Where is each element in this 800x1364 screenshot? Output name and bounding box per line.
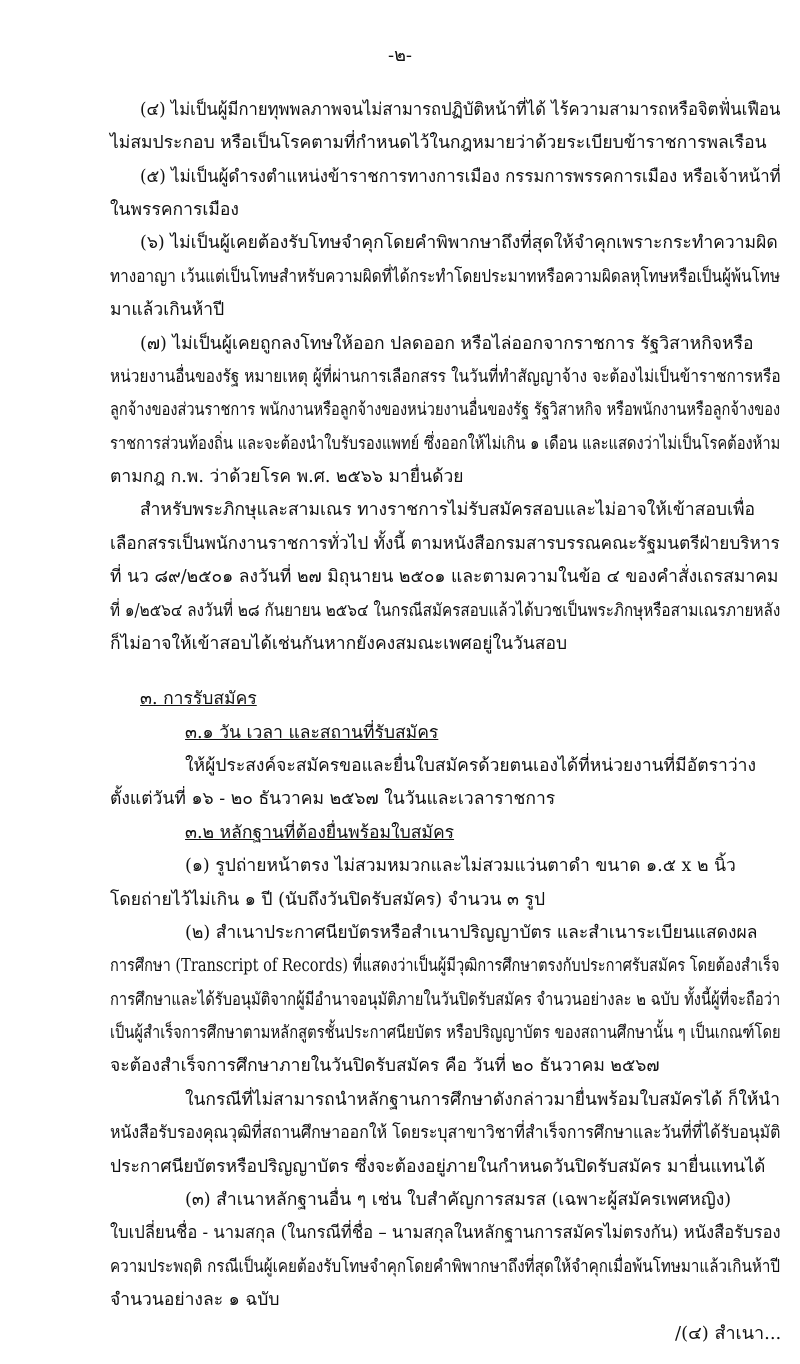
paragraph-line: หนังสือรับรองคุณวุฒิที่สถานศึกษาออกให้ โดยระบุสาขาวิชาที่สำเร็จการศึกษาและวันที่ที่ได้รับอนุมัติ [110,1123,781,1143]
paragraph-line: ลูกจ้างของส่วนราชการ พนักงานหรือลูกจ้างของหน่วยงานอื่นของรัฐ รัฐวิสาหกิจ หรือพนักงานหรือลูกจ้างของ [110,400,781,420]
paragraph-line: ราชการส่วนท้องถิ่น และจะต้องนำใบรับรองแพทย์ ซึ่งออกให้ไม่เกิน ๑ เดือน และแสดงว่าไม่เป็นโรคต้องห้าม [110,434,781,454]
paragraph-line: (๕) ไม่เป็นผู้ดำรงตำแหน่งข้าราชการทางการเมือง กรรมการพรรคการเมือง หรือเจ้าหน้าที่ [140,167,781,187]
paragraph-line: ทางอาญา เว้นแต่เป็นโทษสำหรับความผิดที่ได้กระทำโดยประมาทหรือความผิดลหุโทษหรือเป็นผู้พ้นโทษ [110,267,781,287]
paragraph-line: (๗) ไม่เป็นผู้เคยถูกลงโทษให้ออก ปลดออก หรือไล่ออกจากราชการ รัฐวิสาหกิจหรือ [140,334,754,354]
paragraph-line: ตั้งแต่วันที่ ๑๖ - ๒๐ ธันวาคม ๒๕๖๗ ในวันและเวลาราชการ [110,789,556,809]
paragraph-line: (๒) สำเนาประกาศนียบัตรหรือสำเนาปริญญาบัตร และสำเนาระเบียนแสดงผล [185,923,758,943]
paragraph-line: (๑) รูปถ่ายหน้าตรง ไม่สวมหมวกและไม่สวมแว่นตาดำ ขนาด ๑.๕ x ๒ นิ้ว [185,856,736,876]
paragraph-line: ในพรรคการเมือง [110,200,239,220]
paragraph-line: ประกาศนียบัตรหรือปริญญาบัตร ซึ่งจะต้องอยู่ภายในกำหนดวันปิดรับสมัคร มายื่นแทนได้ [110,1157,766,1177]
page-number: -๒- [387,45,413,66]
continuation-footer: /(๔) สำเนา... [675,1323,782,1344]
paragraph-line: จะต้องสำเร็จการศึกษาภายในวันปิดรับสมัคร คือ วันที่ ๒๐ ธันวาคม ๒๕๖๗ [110,1056,660,1076]
paragraph-line: (๓) สำเนาหลักฐานอื่น ๆ เช่น ใบสำคัญการสมรส (เฉพาะผู้สมัครเพศหญิง) [185,1190,732,1210]
paragraph-line: ไม่สมประกอบ หรือเป็นโรคตามที่กำหนดไว้ในกฎหมายว่าด้วยระเบียบข้าราชการพลเรือน [110,133,767,153]
subsection-heading: ๓.๑ วัน เวลา และสถานที่รับสมัคร [185,723,439,743]
paragraph-line: ในกรณีที่ไม่สามารถนำหลักฐานการศึกษาดังกล่าวมายื่นพร้อมใบสมัครได้ ก็ให้นำ [185,1090,781,1110]
paragraph-line: การศึกษาและได้รับอนุมัติจากผู้มีอำนาจอนุมัติภายในวันปิดรับสมัคร จำนวนอย่างละ ๒ ฉบับ ทั้งนี้ผู้ที่จะถือว่า [110,990,781,1010]
paragraph-line: การศึกษา (Transcript of Records) ที่แสดงว่าเป็นผู้มีวุฒิการศึกษาตรงกับประกาศรับสมัคร โดยต้องสำเร็จ [110,956,780,976]
paragraph-line: ความประพฤติ กรณีเป็นผู้เคยต้องรับโทษจำคุกโดยคำพิพากษาถึงที่สุดให้จำคุกเมื่อพ้นโทษมาแล้วเกินห้าปี [110,1257,781,1277]
paragraph-line: เลือกสรรเป็นพนักงานราชการทั่วไป ทั้งนี้ ตามหนังสือกรมสารบรรณคณะรัฐมนตรีฝ่ายบริหาร [110,534,780,554]
paragraph-line: ที่ ๑/๒๕๖๔ ลงวันที่ ๒๘ กันยายน ๒๕๖๔ ในกรณีสมัครสอบแล้วได้บวชเป็นพระภิกษุหรือสามเณรภายหลัง [110,601,781,621]
paragraph-line: สำหรับพระภิกษุและสามเณร ทางราชการไม่รับสมัครสอบและไม่อาจให้เข้าสอบเพื่อ [140,500,755,520]
paragraph-line: (๖) ไม่เป็นผู้เคยต้องรับโทษจำคุกโดยคำพิพากษาถึงที่สุดให้จำคุกเพราะกระทำความผิด [140,233,778,253]
paragraph-line: มาแล้วเกินห้าปี [110,300,225,320]
subsection-heading: ๓.๒ หลักฐานที่ต้องยื่นพร้อมใบสมัคร [185,823,455,843]
paragraph-line: หน่วยงานอื่นของรัฐ หมายเหตุ ผู้ที่ผ่านการเลือกสรร ในวันที่ทำสัญญาจ้าง จะต้องไม่เป็นข้าราชการหรือ [110,367,781,387]
paragraph-line: ตามกฎ ก.พ. ว่าด้วยโรค พ.ศ. ๒๕๖๖ มายื่นด้วย [110,467,464,487]
paragraph-line: โดยถ่ายไว้ไม่เกิน ๑ ปี (นับถึงวันปิดรับสมัคร) จำนวน ๓ รูป [110,890,546,910]
paragraph-line: ที่ นว ๘๙/๒๕๐๑ ลงวันที่ ๒๗ มิถุนายน ๒๕๐๑ และตามความในข้อ ๔ ของคำสั่งเถรสมาคม [110,567,779,587]
paragraph-line: ให้ผู้ประสงค์จะสมัครขอและยื่นใบสมัครด้วยตนเองได้ที่หน่วยงานที่มีอัตราว่าง [185,756,757,776]
paragraph-line: จำนวนอย่างละ ๑ ฉบับ [110,1290,280,1310]
paragraph-line: (๔) ไม่เป็นผู้มีกายทุพพลภาพจนไม่สามารถปฏิบัติหน้าที่ได้ ไร้ความสามารถหรือจิตฟั่นเฟือน [140,100,781,120]
paragraph-line: เป็นผู้สำเร็จการศึกษาตามหลักสูตรชั้นประกาศนียบัตร หรือปริญญาบัตร ของสถานศึกษานั้น ๆ เป็นเกณฑ์โดย [110,1023,781,1043]
section-heading: ๓. การรับสมัคร [140,689,257,709]
paragraph-line: ใบเปลี่ยนชื่อ - นามสกุล (ในกรณีที่ชื่อ – นามสกุลในหลักฐานการสมัครไม่ตรงกัน) หนังสือรับรอง [110,1223,781,1243]
paragraph-line: ก็ไม่อาจให้เข้าสอบได้เช่นกันหากยังคงสมณะเพศอยู่ในวันสอบ [110,634,568,654]
